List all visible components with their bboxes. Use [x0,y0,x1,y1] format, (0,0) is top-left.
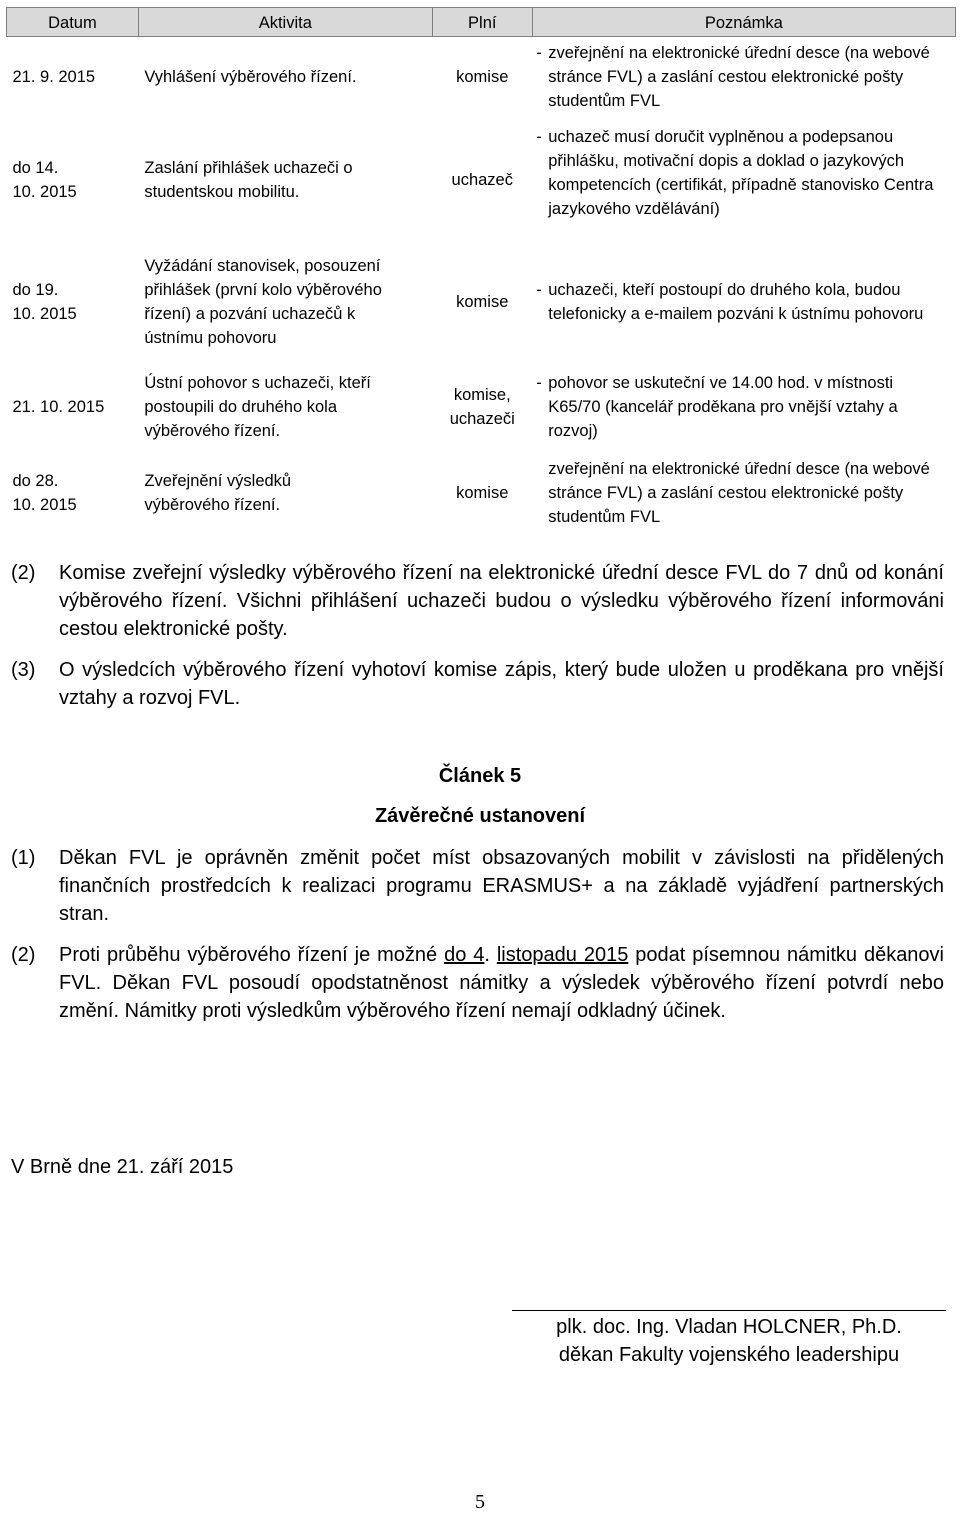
paragraph-text: Děkan FVL je oprávněn změnit počet míst obsazovaných mobilit v závislosti na přidělených finančních prostředcích k realizaci programu ERASMUS+ a na základě vyjádření partnerských stran. [59,847,944,925]
row-responsible-text: komise, uchazeči [449,386,515,428]
row-date [7,453,139,533]
table-row [7,117,956,243]
header-plni: Plní [432,8,532,37]
row-note-text: pohovor se uskuteční ve 14.00 hod. v místnosti K65/70 (kancelář proděkana pro vnější vztahy a rozvoj) [548,374,898,440]
bullet-dash: - [536,44,542,62]
row-date-text: do 28. 10. 2015 [12,472,77,514]
row-activity [138,117,432,243]
paragraph-2 [11,559,944,643]
table-row [7,453,956,533]
row-note [532,243,955,361]
bullet-dash: - [536,374,542,392]
header-poznamka: Poznámka [532,8,955,37]
table-row [7,243,956,361]
row-responsible [432,361,532,453]
row-activity-text: Vyžádání stanovisek, posouzení přihlášek (první kolo výběrového řízení) a pozvání uchazečů k ústnímu pohovoru [144,257,382,347]
row-date [7,243,139,361]
header-datum: Datum [7,8,139,37]
paragraph-number: (1) [11,847,36,869]
row-activity: Vyhlášení výběrového řízení. [144,68,357,86]
row-activity-text: Ústní pohovor s uchazeči, kteří postoupili do druhého kola výběrového řízení. [144,374,371,440]
row-date: 21. 10. 2015 [12,398,105,416]
paragraph-number: (2) [11,562,36,584]
row-date-text: do 19. 10. 2015 [12,281,77,323]
row-responsible: komise [456,68,509,86]
row-activity [138,243,432,361]
text-segment: . [484,944,497,966]
paragraph-3 [11,656,944,712]
row-responsible: komise [456,484,509,502]
paragraph-number: (2) [11,944,36,966]
signature-line [512,1310,946,1311]
row-note-text: zveřejnění na elektronické úřední desce (na webové stránce FVL) a zaslání cestou elektronické pošty studentům FVL [548,460,930,526]
paragraph-text: O výsledcích výběrového řízení vyhotoví komise zápis, který bude uložen u proděkana pro vnější vztahy a rozvoj FVL. [59,659,944,709]
row-activity-text: Zaslání přihlášek uchazeči o studentskou mobilitu. [144,159,353,201]
row-date: 21. 9. 2015 [12,68,96,86]
header-aktivita: Aktivita [138,8,432,37]
underlined-deadline-day: do 4 [444,944,485,966]
paragraph-text: Komise zveřejní výsledky výběrového řízení na elektronické úřední desce FVL do 7 dnů od konání výběrového řízení. Všichni přihlášení uchazeči budou o výsledku výběrového řízení informováni cestou elektronické pošty. [59,562,944,640]
table-header-row [7,8,956,37]
text-segment: Proti průběhu výběrového řízení je možné [59,944,445,966]
row-date-text: do 14. 10. 2015 [12,159,77,201]
article-title: Článek 5 [438,765,522,787]
paragraph-text [59,941,944,1025]
schedule-table-wrapper [6,7,956,533]
row-note-text: zveřejnění na elektronické úřední desce (na webové stránce FVL) a zaslání cestou elektronické pošty studentům FVL [548,44,930,110]
row-activity [138,453,432,533]
row-responsible: komise [456,293,509,311]
page-number: 5 [475,1491,485,1513]
paragraph-number: (3) [11,659,36,681]
row-activity [138,361,432,453]
article-subtitle: Závěrečné ustanovení [374,805,586,827]
bullet-dash: - [536,128,542,146]
bullet-dash: - [536,281,542,299]
signatory-role: děkan Fakulty vojenského leadershipu [558,1344,900,1366]
row-date [7,117,139,243]
article5-paragraph-2 [11,941,944,1025]
row-note [532,361,955,453]
row-note [532,117,955,243]
schedule-table [6,7,956,533]
underlined-deadline-month: listopadu 2015 [496,944,629,966]
article5-paragraph-1 [11,844,944,928]
table-row [7,361,956,453]
place-and-date: V Brně dne 21. září 2015 [11,1156,234,1178]
row-note-text: uchazeči, kteří postoupí do druhého kola, budou telefonicky a e-mailem pozváni k ústnímu pohovoru [548,281,924,323]
row-note-text: uchazeč musí doručit vyplněnou a podepsanou přihlášku, motivační dopis a doklad o jazykových kompetencích (certifikát, případně stanovisko Centra jazykového vzdělávání) [548,128,934,218]
signatory-name: plk. doc. Ing. Vladan HOLCNER, Ph.D. [556,1316,902,1338]
row-note [532,37,955,118]
table-row [7,37,956,118]
row-note [532,453,955,533]
text-segment: podat písemnou námitku děkanovi FVL. Děkan FVL posoudí opodstatněnost námitky a výsledek výběrového řízení potvrdí nebo změní. Námitky proti výsledkům výběrového řízení nemají odkladný účinek. [59,944,945,1022]
row-responsible: uchazeč [451,171,513,189]
row-activity-text: Zveřejnění výsledků výběrového řízení. [144,472,292,514]
